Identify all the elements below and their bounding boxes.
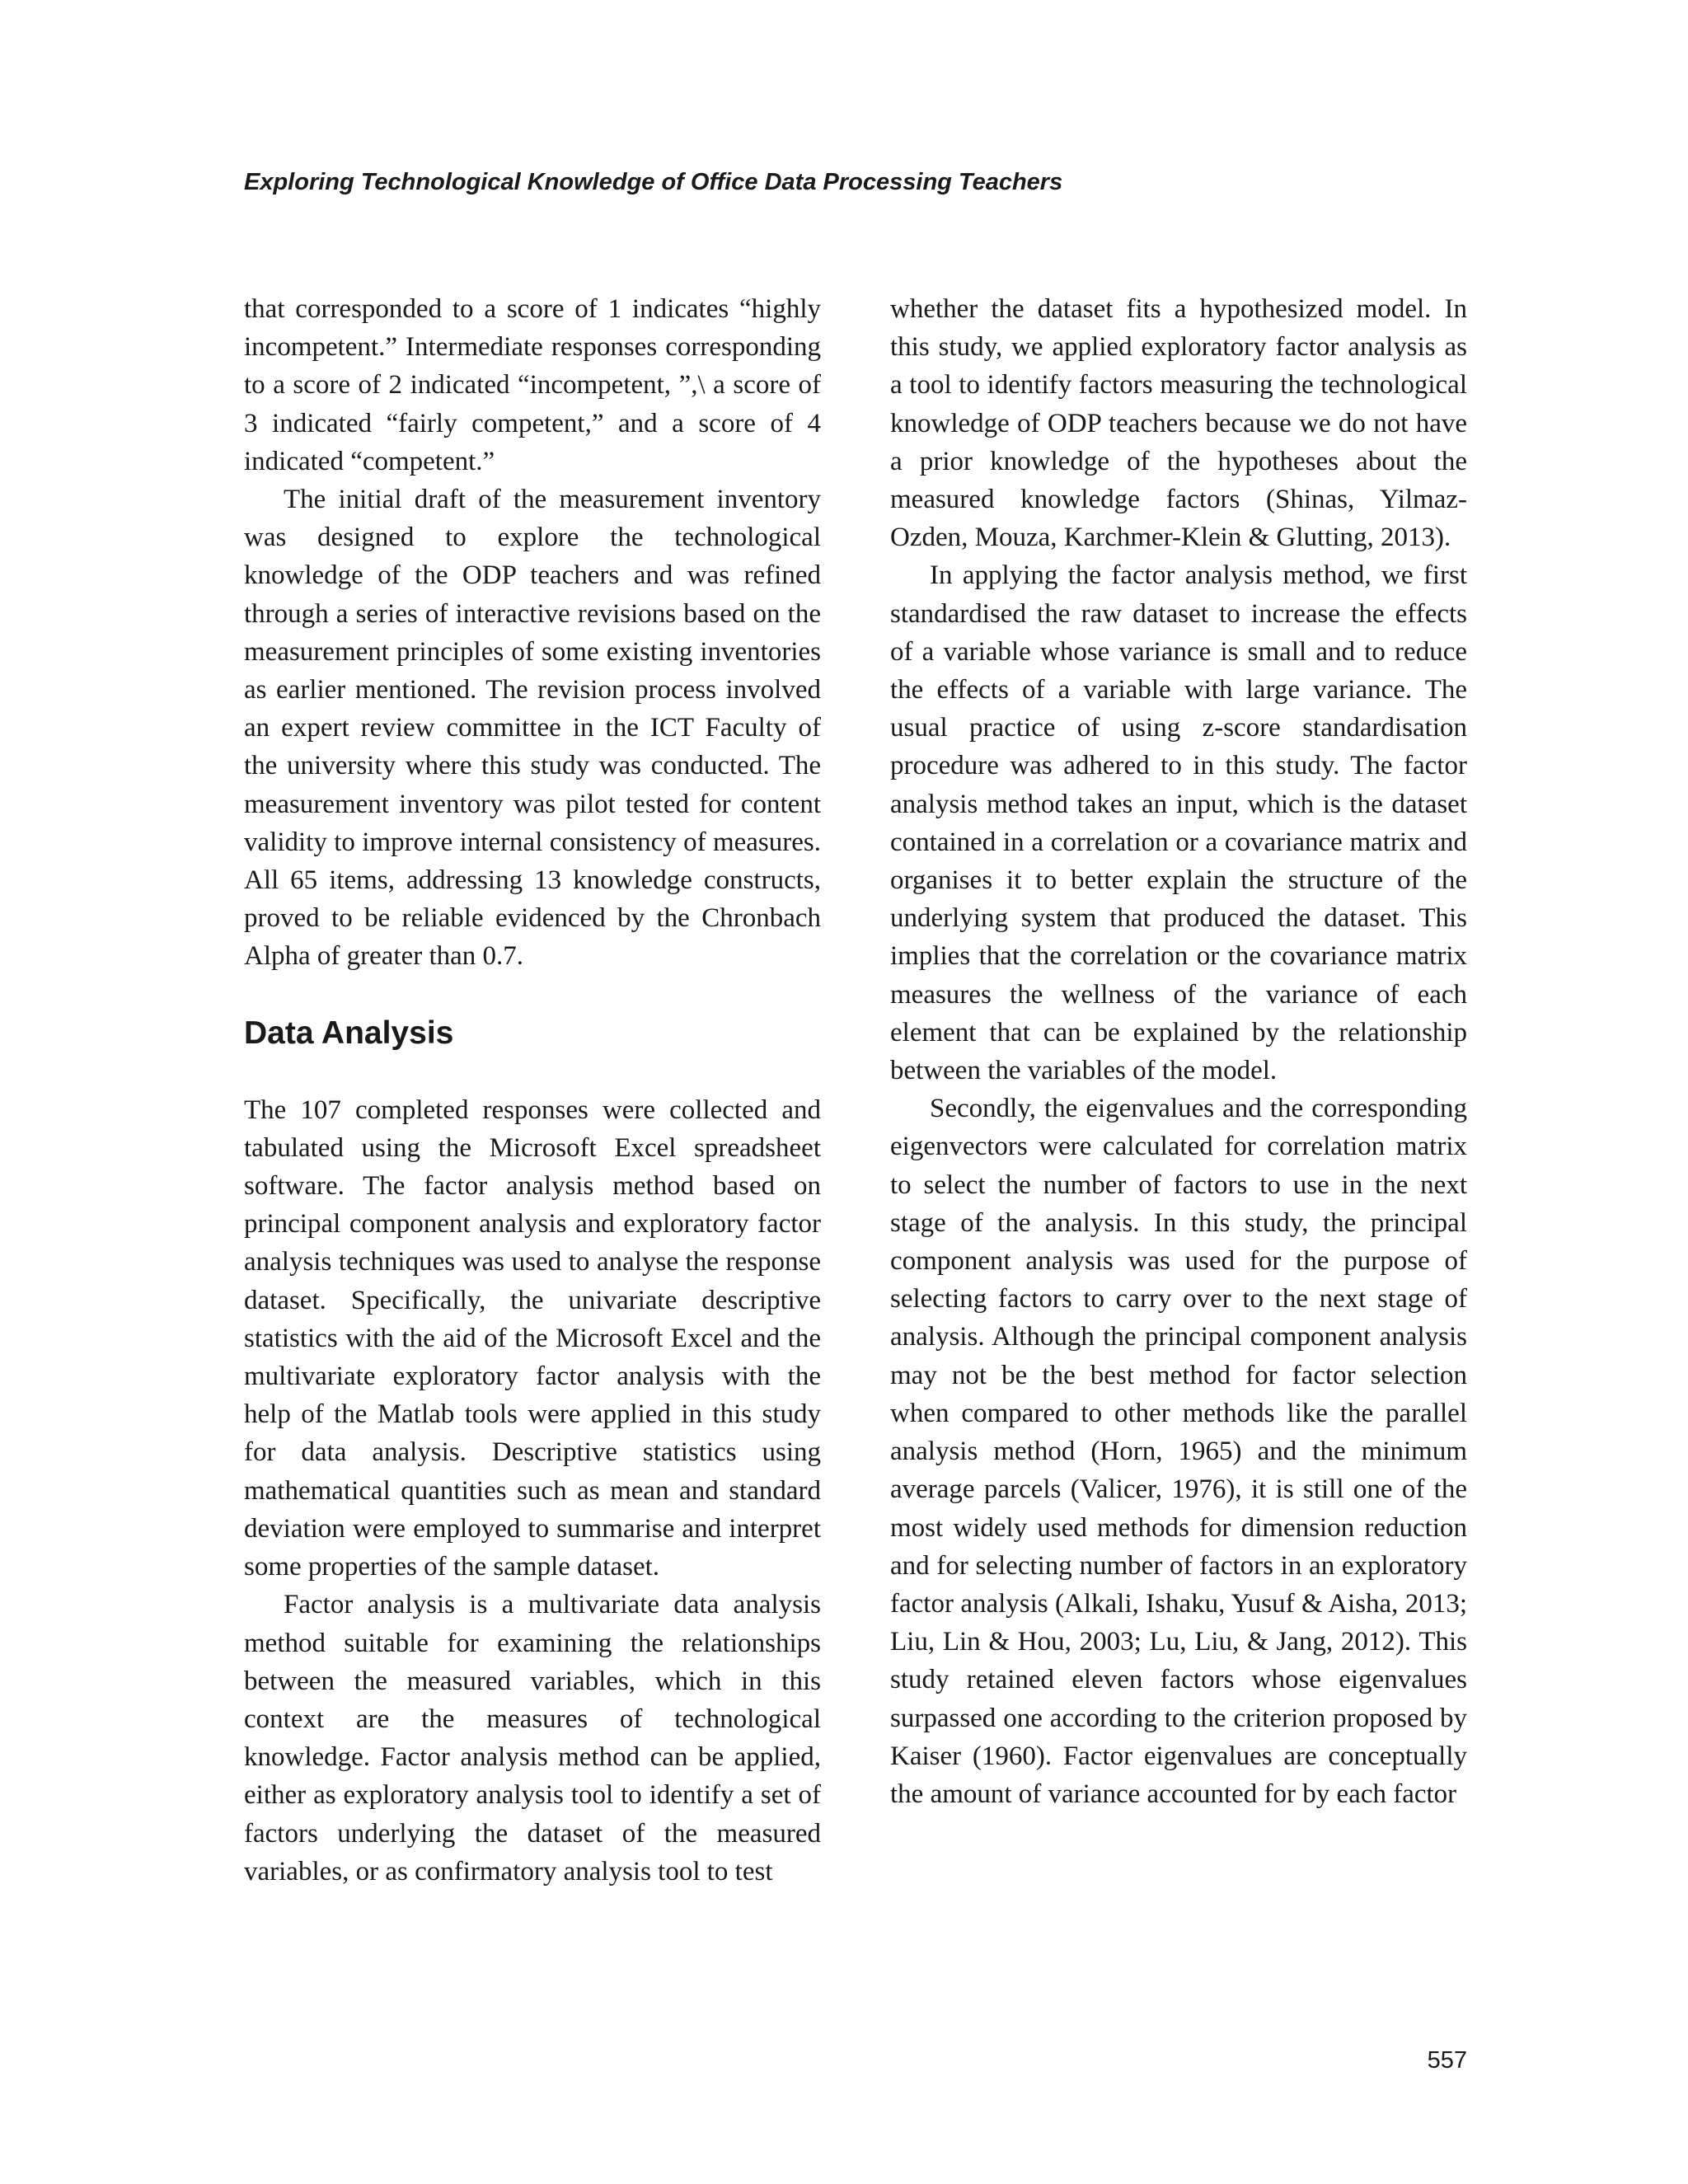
paragraph-responses: The 107 completed responses were collected and tabulated using the Microsoft Excel spreadsheet software. The factor analysis method based on principal component analysis and exploratory factor analysis techniques was used to analyse the response dataset. Specifically, the univariate descriptive statistics with the aid of the Microsoft Excel and the multivariate exploratory factor analysis with the help of the Matlab tools were applied in this study for data analysis. Descriptive statistics using mathematical quantities such as mean and standard deviation were employed to summarise and interpret some properties of the sample dataset.	[244, 1094, 821, 1582]
paragraph-eigenvalues: Secondly, the eigenvalues and the corresponding eigenvectors were calculated for correlation matrix to select the number of factors to use in the next stage of the analysis. In this study, the principal component analysis was used for the purpose of selecting factors to carry over to the next stage of analysis. Although the principal component analysis may not be the best method for factor selection when compared to other methods like the parallel analysis method (Horn, 1965) and the minimum average parcels (Valicer, 1976), it is still one of the most widely used methods for dimension reduction and for selecting number of factors in an exploratory factor analysis (Alkali, Ishaku, Yusuf & Aisha, 2013; Liu, Lin & Hou, 2003; Lu, Liu, & Jang, 2012). This study retained eleven factors whose eigenvalues surpassed one according to the criterion proposed by Kaiser (1960). Factor eigenvalues are conceptually the amount of variance accounted for by each factor	[890, 1094, 1467, 1809]
paragraph-hypothesized-model: whether the dataset fits a hypothesized model. In this study, we applied exploratory factor analysis as a tool to identify factors measuring the technological knowledge of ODP teachers because we do not have a prior knowledge of the hypotheses about the measured knowledge factors (Shinas, Yilmaz-Ozden, Mouza, Karchmer-Klein & Glutting, 2013).	[890, 294, 1467, 553]
right-column	[890, 290, 1467, 1813]
paragraph-continuation: that corresponded to a score of 1 indicates “highly incompetent.” Intermediate responses corresponding to a score of 2 indicated “incompetent, ”,\ a score of 3 indicated “fairly competent,” and a score of 4 indicated “competent.”	[244, 294, 821, 476]
left-column	[244, 290, 821, 1891]
section-heading-data-analysis: Data Analysis	[244, 1015, 454, 1051]
page-number: 557	[1427, 2047, 1467, 2074]
paragraph-measurement-inventory: The initial draft of the measurement inventory was designed to explore the technological knowledge of the ODP teachers and was refined through a series of interactive revisions based on the measurement principles of some existing inventories as earlier mentioned. The revision process involved an expert review committee in the ICT Faculty of the university where this study was conducted. The measurement inventory was pilot tested for content validity to improve internal consistency of measures. All 65 items, addressing 13 knowledge constructs, proved to be reliable evidenced by the Chronbach Alpha of greater than 0.7.	[244, 485, 821, 972]
paragraph-factor-analysis: Factor analysis is a multivariate data analysis method suitable for examining the relationships between the measured variables, which in this context are the measures of technological knowledge. Factor analysis method can be applied, either as exploratory analysis tool to identify a set of factors underlying the dataset of the measured variables, or as confirmatory analysis tool to test	[244, 1590, 821, 1886]
running-title: Exploring Technological Knowledge of Office Data Processing Teachers	[244, 169, 1063, 195]
paragraph-standardisation: In applying the factor analysis method, we first standardised the raw dataset to increase the effects of a variable whose variance is small and to reduce the effects of a variable with large variance. The usual practice of using z-score standardisation procedure was adhered to in this study. The factor analysis method takes an input, which is the dataset contained in a correlation or a covariance matrix and organises it to better explain the structure of the underlying system that produced the dataset. This implies that the correlation or the covariance matrix measures the wellness of the variance of each element that can be explained by the relationship between the variables of the model.	[890, 560, 1467, 1086]
